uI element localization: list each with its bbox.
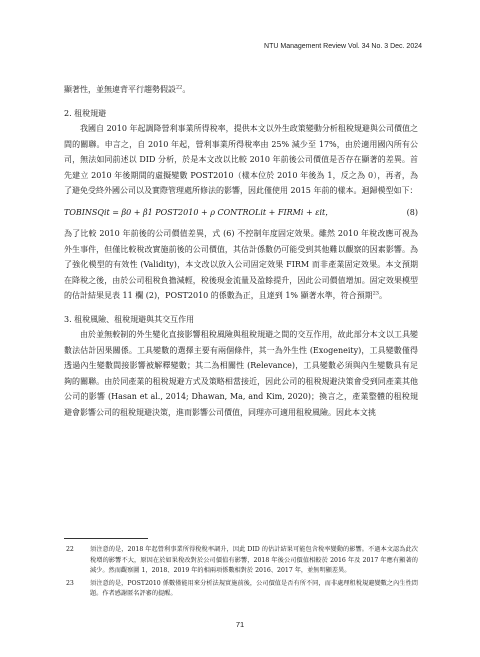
paragraph-text: 為了比較 2010 年前後的公司價值差異，式 (6) 不控制年度固定效果。雖然 2010 年稅改應可視為外生事件，但僅比較稅改實施前後的公司價值，其估計係數仍可能受到其他難以觀察的因素影響。為了強化模型的有效性 (Validity)，本文改以放入公司固定效果 FIRM 而非產業固定效果。本文預期在降稅之後，由於公司租稅負擔減輕，稅後現金流量及盈餘提升，因此公司價值增加。固定效果模型的估計結果見表 11 欄 (2)，POST2010 的係數為正，且達到 1% 顯著水準，符合預期 <box>64 229 418 300</box>
footnote-ref[interactable]: 23 <box>372 290 379 297</box>
running-header: NTU Management Review Vol. 34 No. 3 Dec. 2024 <box>264 43 422 50</box>
paragraph-end: 。 <box>378 291 387 300</box>
footnote-divider <box>64 538 148 539</box>
paragraph-continuation <box>64 82 418 98</box>
paragraph-text: 顯著性，並無違背平行趨勢假設 <box>64 85 176 94</box>
section-heading: 3. 租稅風險、租稅規避與其交互作用 <box>64 314 195 324</box>
paragraph: 由於並無較制的外生變化直接影響租稅風險與租稅規避之間的交互作用，故此部分本文以工具變數法估計因果關係。工具變數的選擇主要有兩個條件，其一為外生性 (Exogeneity)，工具變數僅得透過內生變數間接影響被解釋變數；其二為相關性 (Relevance)，工具變數必須與內生變數具有足夠的關聯。由於同產業的租稅規避方式及策略相當接近，因此公司的租稅規避決策會受到同產業其他公司的影響 (Hasan et al., 2014; Dhawan, Ma, and Kim, 2020)；換言之，產業整體的租稅規避會影響公司的租稅規避決策，進而影響公司價值，同理亦可適用租稅風險。因此本文挑 <box>64 330 418 417</box>
paragraph: 我國自 2010 年起調降營利事業所得稅率，提供本文以外生政策變動分析租稅規避與公司價值之間的關聯。申言之，自 2010 年起，營利事業所得稅率由 25% 減少至 17%，由於適用國內所有公司，無法如同前述以 DID 分析，於是本文改以比較 2010 年前後公司價值是否存在顯著的差異。首先建立 2010 年後期間的虛擬變數 POST2010（樣本位於 2010 年後為 1，反之為 0），再者，為了避免受終外國公司以及實際管理處所修法的影響，因此僅使用 2015 年前的樣本。迴歸模型如下： <box>64 124 418 195</box>
footnote <box>64 545 418 577</box>
section-heading: 2. 租稅規避 <box>64 108 107 118</box>
footnote-text: 須注意的是，2018 年起營利事業所得稅稅率調升，因此 DID 的估計結果可能包含稅率變動的影響。不過本文認為此次稅增的影響不大，原因在於如果稅改對於公司價值有影響，2018 年後公司價值相較於 2016 年及 2017 年應有顯著的減少。然而觀察圖 1，2018、2019 年的相兩項係數相對於 2016、2017 年，並無明顯差異。 <box>90 546 418 574</box>
footnote-text: 須注意的是，POST2010 係數僅能用來分析法規實施前後，公司價值是否有所不同，而非處理租稅規避變數之內生性問題。作者感謝匿名評審的提醒。 <box>90 579 418 597</box>
footnote-number: 22 <box>66 546 74 553</box>
footnote <box>64 579 418 600</box>
equation-number: (8) <box>406 207 418 217</box>
page-number: 71 <box>235 620 245 629</box>
footnote-number: 23 <box>66 579 74 587</box>
paragraph-end: 。 <box>182 85 191 94</box>
footnotes <box>64 538 418 602</box>
paragraph <box>64 226 418 304</box>
equation-formula: TOBINSQit = β0 + β1 POST2010 + ρ CONTROLit + FIRMi + εit， <box>64 207 334 217</box>
main-text <box>64 82 418 420</box>
footnote-ref[interactable]: 22 <box>176 84 183 91</box>
equation <box>64 205 418 221</box>
